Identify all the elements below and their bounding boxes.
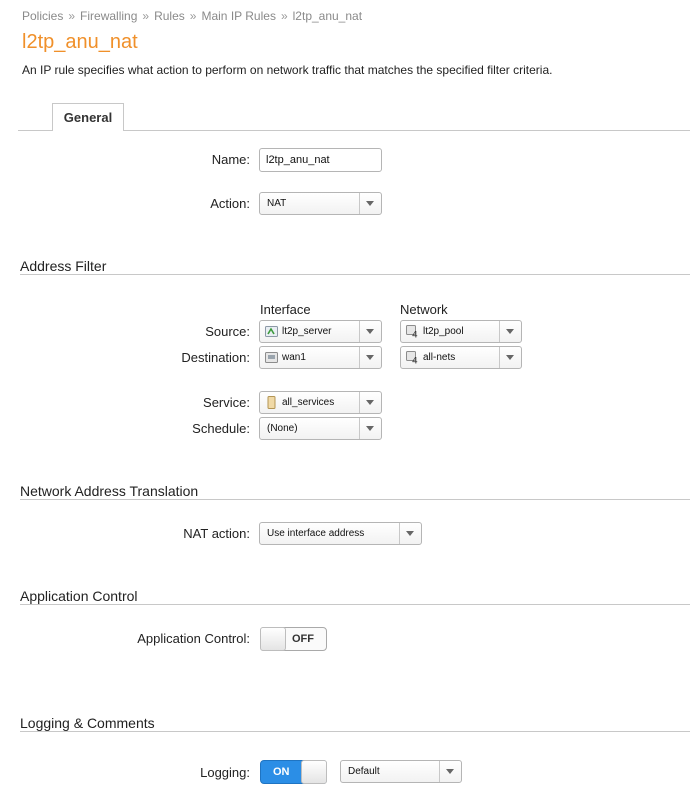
breadcrumb xyxy=(22,9,362,23)
destination-interface-value: wan1 xyxy=(282,352,306,363)
network-column-header: Network xyxy=(400,302,448,317)
section-divider xyxy=(20,274,690,275)
vpn-interface-icon xyxy=(265,325,278,338)
ipv4-address-icon xyxy=(406,325,419,338)
chevron-down-icon xyxy=(506,329,514,334)
schedule-label: Schedule: xyxy=(192,421,250,436)
svg-text:4: 4 xyxy=(412,356,418,364)
name-input[interactable] xyxy=(259,148,382,172)
page-title: l2tp_anu_nat xyxy=(22,31,138,53)
schedule-dropdown[interactable] xyxy=(359,418,381,439)
service-icon xyxy=(265,396,278,409)
chevron-down-icon xyxy=(366,329,374,334)
source-interface-select[interactable] xyxy=(259,320,382,343)
tab-general[interactable]: General xyxy=(52,103,124,131)
breadcrumb-separator: » xyxy=(68,9,76,23)
source-network-select[interactable] xyxy=(400,320,522,343)
schedule-select[interactable] xyxy=(259,417,382,440)
ethernet-interface-icon xyxy=(265,351,278,364)
breadcrumb-separator: » xyxy=(280,9,288,23)
destination-label: Destination: xyxy=(181,350,250,365)
application-control-toggle[interactable] xyxy=(260,627,327,651)
application-control-toggle-text: OFF xyxy=(292,633,314,645)
name-label: Name: xyxy=(211,152,250,167)
logging-level-select[interactable] xyxy=(340,760,462,783)
logging-label: Logging: xyxy=(200,765,250,780)
source-interface-value: lt2p_server xyxy=(282,326,332,337)
service-select[interactable] xyxy=(259,391,382,414)
destination-interface-dropdown[interactable] xyxy=(359,347,381,368)
chevron-down-icon xyxy=(366,201,374,206)
source-network-value: lt2p_pool xyxy=(423,326,464,337)
chevron-down-icon xyxy=(406,531,414,536)
destination-interface-select[interactable] xyxy=(259,346,382,369)
chevron-down-icon xyxy=(366,400,374,405)
source-label: Source: xyxy=(205,324,250,339)
nat-action-select[interactable] xyxy=(259,522,422,545)
service-value: all_services xyxy=(282,397,335,408)
section-divider xyxy=(20,604,690,605)
chevron-down-icon xyxy=(446,769,454,774)
destination-network-dropdown[interactable] xyxy=(499,347,521,368)
toggle-knob xyxy=(301,760,327,784)
chevron-down-icon xyxy=(366,355,374,360)
logging-comments-heading: Logging & Comments xyxy=(20,715,155,731)
logging-level-dropdown[interactable] xyxy=(439,761,461,782)
breadcrumb-current: l2tp_anu_nat xyxy=(292,9,363,23)
logging-toggle-text: ON xyxy=(273,766,290,778)
ipv4-address-icon xyxy=(406,351,419,364)
page-description: An IP rule specifies what action to perform on network traffic that matches the specified filter criteria. xyxy=(22,63,553,77)
source-interface-dropdown[interactable] xyxy=(359,321,381,342)
breadcrumb-separator: » xyxy=(189,9,197,23)
action-select-value: NAT xyxy=(267,198,287,209)
address-filter-heading: Address Filter xyxy=(20,258,107,274)
breadcrumb-separator: » xyxy=(142,9,150,23)
logging-toggle[interactable] xyxy=(260,760,327,784)
action-select[interactable] xyxy=(259,192,382,215)
breadcrumb-rules[interactable]: Rules xyxy=(154,9,185,23)
action-select-dropdown[interactable] xyxy=(359,193,381,214)
application-control-label: Application Control: xyxy=(137,631,250,646)
nat-action-value: Use interface address xyxy=(267,528,365,539)
action-label: Action: xyxy=(210,196,250,211)
breadcrumb-main-ip-rules[interactable]: Main IP Rules xyxy=(201,9,276,23)
nat-heading: Network Address Translation xyxy=(20,483,199,499)
nat-action-label: NAT action: xyxy=(183,526,250,541)
nat-action-dropdown[interactable] xyxy=(399,523,421,544)
schedule-value: (None) xyxy=(267,423,298,434)
source-network-dropdown[interactable] xyxy=(499,321,521,342)
service-dropdown[interactable] xyxy=(359,392,381,413)
destination-network-value: all-nets xyxy=(423,352,456,363)
svg-text:4: 4 xyxy=(412,330,418,338)
chevron-down-icon xyxy=(506,355,514,360)
application-control-heading: Application Control xyxy=(20,588,138,604)
toggle-knob xyxy=(260,627,286,651)
destination-network-select[interactable] xyxy=(400,346,522,369)
breadcrumb-policies[interactable]: Policies xyxy=(22,9,64,23)
service-label: Service: xyxy=(203,395,250,410)
section-divider xyxy=(20,499,690,500)
breadcrumb-firewalling[interactable]: Firewalling xyxy=(80,9,138,23)
chevron-down-icon xyxy=(366,426,374,431)
interface-column-header: Interface xyxy=(260,302,311,317)
section-divider xyxy=(20,731,690,732)
logging-level-value: Default xyxy=(348,766,380,777)
